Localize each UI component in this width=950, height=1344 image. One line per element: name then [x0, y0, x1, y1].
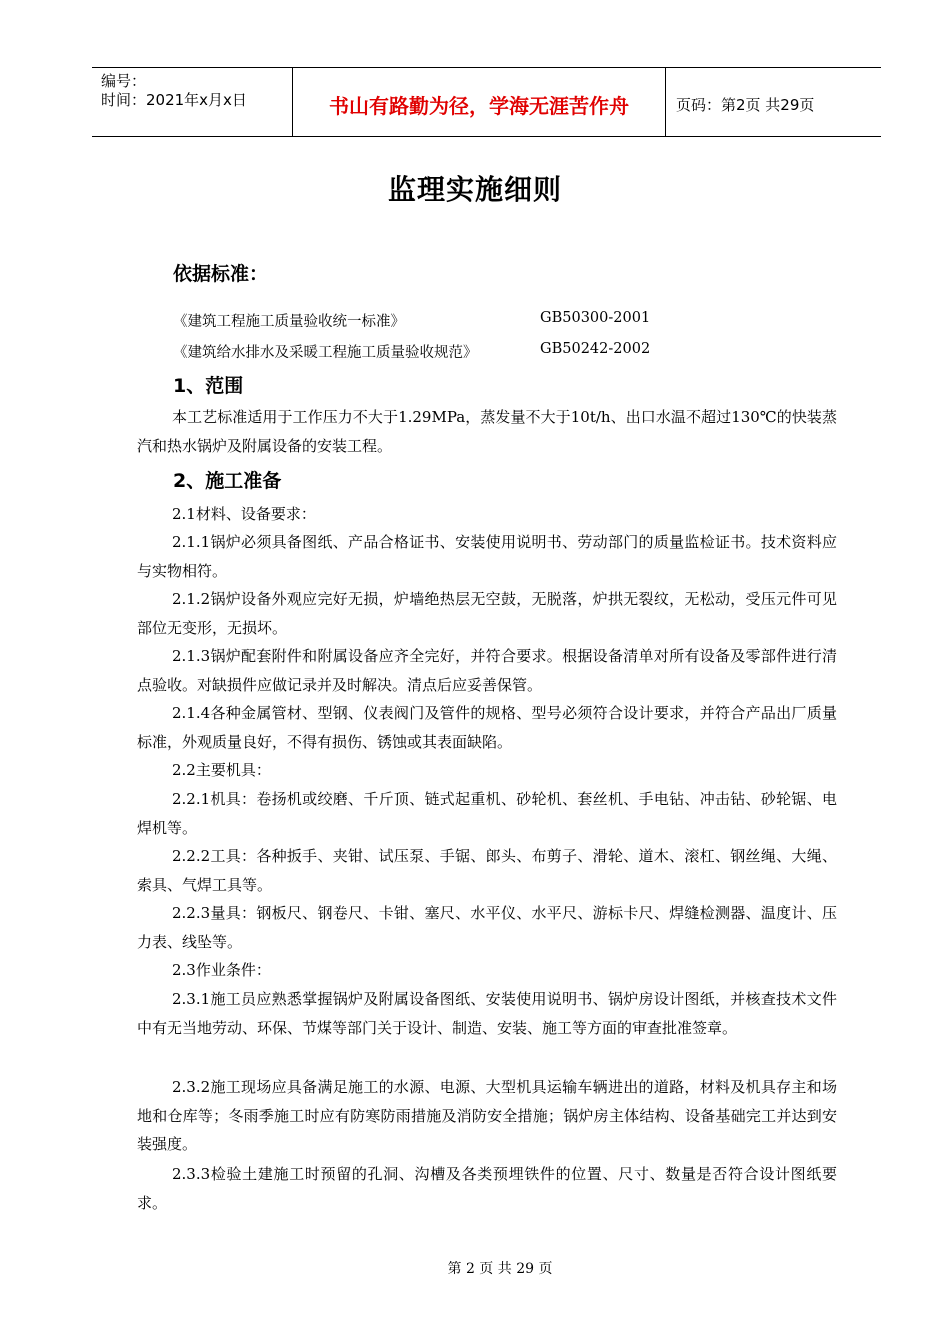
motto: 书山有路勤为径，学海无涯苦作舟	[329, 94, 629, 118]
paragraph: 2.3.3检验土建施工时预留的孔洞、沟槽及各类预埋铁件的位置、尺寸、数量是否符合设计图纸要求。	[137, 1165, 837, 1212]
paragraph: 2.2.3量具：钢板尺、钢卷尺、卡钳、塞尺、水平仪、水平尺、游标卡尺、焊缝检测器、温度计、压力表、线坠等。	[137, 904, 837, 951]
paragraph: 2.3作业条件：	[172, 961, 271, 979]
header-page-cell	[666, 68, 881, 136]
standard-name-2: 《建筑给水排水及采暖工程施工质量验收规范》	[173, 345, 478, 361]
header-motto-cell	[293, 68, 666, 136]
document-title: 监理实施细则	[387, 173, 562, 206]
paragraph: 2.2.1机具：卷扬机或绞磨、千斤顶、链式起重机、砂轮机、套丝机、手电钻、冲击钻、砂轮锯、电焊机等。	[137, 790, 837, 837]
standard-code-2: GB50242-2002	[540, 341, 651, 357]
standard-code-1: GB50300-2001	[540, 310, 651, 326]
page-header	[92, 67, 881, 137]
paragraph: 2.3.1施工员应熟悉掌握锅炉及附属设备图纸、安装使用说明书、锅炉房设计图纸，并核查技术文件中有无当地劳动、环保、节煤等部门关于设计、制造、安装、施工等方面的审查批准签章。	[137, 990, 837, 1037]
section2-heading: 2、施工准备	[173, 470, 282, 492]
paragraph: 2.1.1锅炉必须具备图纸、产品合格证书、安装使用说明书、劳动部门的质量监检证书。技术资料应与实物相符。	[137, 533, 837, 580]
paragraph: 2.1.3锅炉配套附件和附属设备应齐全完好，并符合要求。根据设备清单对所有设备及零部件进行清点验收。对缺损件应做记录并及时解决。清点后应妥善保管。	[137, 647, 837, 694]
date-line: 时间：2021年x月x日	[101, 91, 247, 109]
standard-name-1: 《建筑工程施工质量验收统一标准》	[173, 314, 405, 330]
paragraph: 2.1.4各种金属管材、型钢、仪表阀门及管件的规格、型号必须符合设计要求，并符合产品出厂质量标准，外观质量良好，不得有损伤、锈蚀或其表面缺陷。	[137, 704, 837, 751]
paragraph: 2.1.2锅炉设备外观应完好无损，炉墙绝热层无空鼓，无脱落，炉拱无裂纹，无松动，受压元件可见部位无变形，无损坏。	[137, 590, 837, 637]
section1-heading: 1、范围	[173, 375, 244, 397]
code-label: 编号：	[101, 72, 147, 90]
paragraph: 2.2.2工具：各种扳手、夹钳、试压泵、手锯、郎头、布剪子、滑轮、道木、滚杠、钢丝绳、大绳、索具、气焊工具等。	[137, 847, 837, 894]
paragraph: 2.1材料、设备要求：	[172, 505, 316, 523]
paragraph: 2.3.2施工现场应具备满足施工的水源、电源、大型机具运输车辆进出的道路，材料及机具存主和场地和仓库等；冬雨季施工时应有防寒防雨措施及消防安全措施；锅炉房主体结构、设备基础完工并达到安装强度。	[137, 1078, 837, 1153]
header-info-cell	[92, 68, 293, 136]
paragraph: 2.2主要机具：	[172, 761, 271, 779]
page-code: 页码：第2页 共29页	[676, 96, 815, 114]
section1-text: 本工艺标准适用于工作压力不大于1.29MPa，蒸发量不大于10t/h、出口水温不超过130℃的快装蒸汽和热水锅炉及附属设备的安装工程。	[137, 408, 837, 455]
page-footer: 第 2 页 共 29 页	[447, 1261, 553, 1277]
basis-heading: 依据标准：	[173, 263, 269, 285]
